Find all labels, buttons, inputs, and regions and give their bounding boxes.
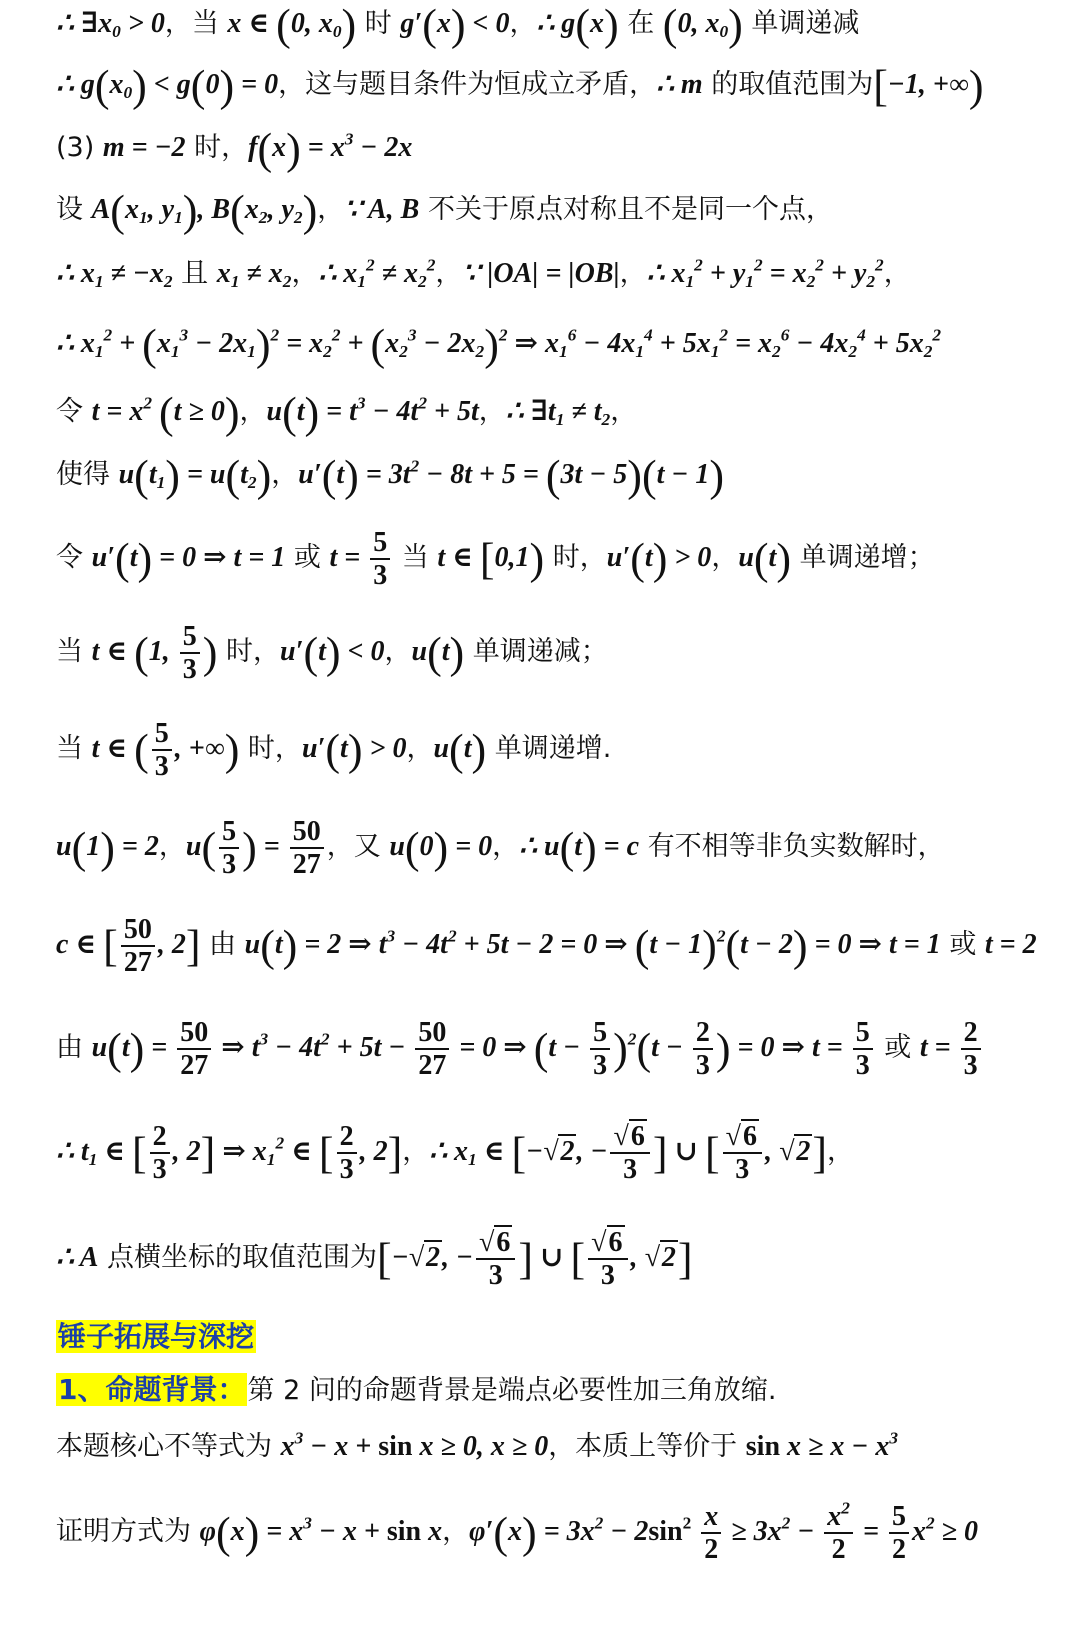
line-19: 本题核心不等式为 $x^3 - x + \sin x \ge 0$, x ≥ 0，本质上等价于 $\sin x \ge x - x^3$ — [56, 1428, 899, 1462]
line-4: 设 $A(x_1$, $y_1$), $B(x_2$, $y_2$)，∵ A, B 不关于原点对称且不是同一个点， — [56, 186, 833, 236]
line-10: 当 t ∈ (1, $\frac{5}{3}$ ) 时，u′(t) < 0，u(t) 单调递减； — [56, 621, 608, 686]
line-16: ∴ A 点横坐标的取值范围为[−√2, − $\frac{√6}{3}$ ] ∪ [ $\frac{√6}{3}$ , √2] — [56, 1227, 693, 1292]
line-13: c ∈ [ $\frac{50}{27}$ , 2] 由 u(t) = 2 ⇒ $t^3 - 4t^2 + 5t - 2 = 0$ ⇒ $(t - 1)^2(t - 2) = 0$ ⇒ t = 1 或 t = 2 — [56, 914, 1037, 979]
line-5: ∴ $x_1 \ne -x_2$ 且 $x_1 \ne x_2$，∴ $x_1^2 \ne x_2^2$，∵ |OA| = |OB|，∴ $x_1^2 + y_1^2 = x_2^2 + y_2^2$， — [56, 255, 911, 292]
line-6: ∴ $x_1^2 + (x_1^3 - 2x_1)^2 = x_2^2 + (x_2^3 - 2x_2)^2$ ⇒ $x_1^6 - 4x_1^4 + 5x_1^2 = x_2^6 - 4x_2^4 + 5x_2^2$ — [56, 320, 942, 370]
section-title: 锤子拓展与深挖 — [58, 1320, 255, 1353]
line-3: (3) m = −2 时，$f(x) = x^3 - 2x$ — [56, 124, 413, 174]
line-20: 证明方式为 $\varphi(x) = x^3 - x + \sin x$，$\varphi'(x) = 3x^2 - 2\sin^2$ $\frac{x}{2}$ ≥ $3x^2$ − $\frac{x^2}{2}$ = $\frac{5}{2}$ $x^2 \ge 0$ — [56, 1498, 979, 1566]
section-heading — [56, 1315, 1040, 1360]
line-18: 1、命题背景：第 2 问的命题背景是端点必要性加三角放缩. — [58, 1373, 777, 1406]
line-11: 当 t ∈ ( $\frac{5}{3}$ , +∞) 时，u′(t) > 0，u(t) 单调递增. — [56, 718, 612, 783]
line-15: ∴ $t_1$ ∈ [ $\frac{2}{3}$ , 2] ⇒ $x_1^2$ ∈ [ $\frac{2}{3}$ , 2]，∴ $x_1$ ∈ [−√2, − $\frac{√6}{3}$ ] ∪ [ $\frac{√6}{3}$ , √2]， — [56, 1121, 854, 1186]
line-12: u(1) = 2，u( $\frac{5}{3}$ ) = $\frac{50}{27}$ ，又 u(0) = 0，∴ u(t) = c 有不相等非负实数解时， — [56, 816, 945, 881]
line-7: 令 $t = x^2$ (t ≥ 0)，$u(t) = t^3 - 4t^2 + 5t$，∴ $\exists t_1 \ne t_2$， — [56, 388, 638, 438]
line-2: ∴ $g(x_0) < g(0) = 0$，这与题目条件为恒成立矛盾，∴ m 的取值范围为[−1, +∞) — [56, 61, 984, 111]
line-14: 由 u(t) = $\frac{50}{27}$ ⇒ $t^3 - 4t^2 + 5t$ − $\frac{50}{27}$ = 0 ⇒ (t − $\frac{5}{3}$ )$^2$(t − $\frac{2}{3}$ ) = 0 ⇒ t = $\frac{5}{3}$ 或 t = $\frac{2}{3}$ — [56, 1018, 1040, 1081]
line-1: ∴ $\exists x_0 > 0$，当 x ∈ (0, $x_0$) 时 g′(x) < 0，∴ g(x) 在 (0, $x_0$) 单调递减 — [56, 0, 860, 50]
line-9: 令 u′(t) = 0 ⇒ t = 1 或 t = $\frac{5}{3}$ 当 t ∈ [0,1) 时，u′(t) > 0，u(t) 单调递增； — [56, 527, 935, 592]
line-8: 使得 $u(t_1) = u(t_2)$，$u'(t) = 3t^2 - 8t + 5 = (3t - 5)(t - 1)$ — [56, 451, 725, 501]
